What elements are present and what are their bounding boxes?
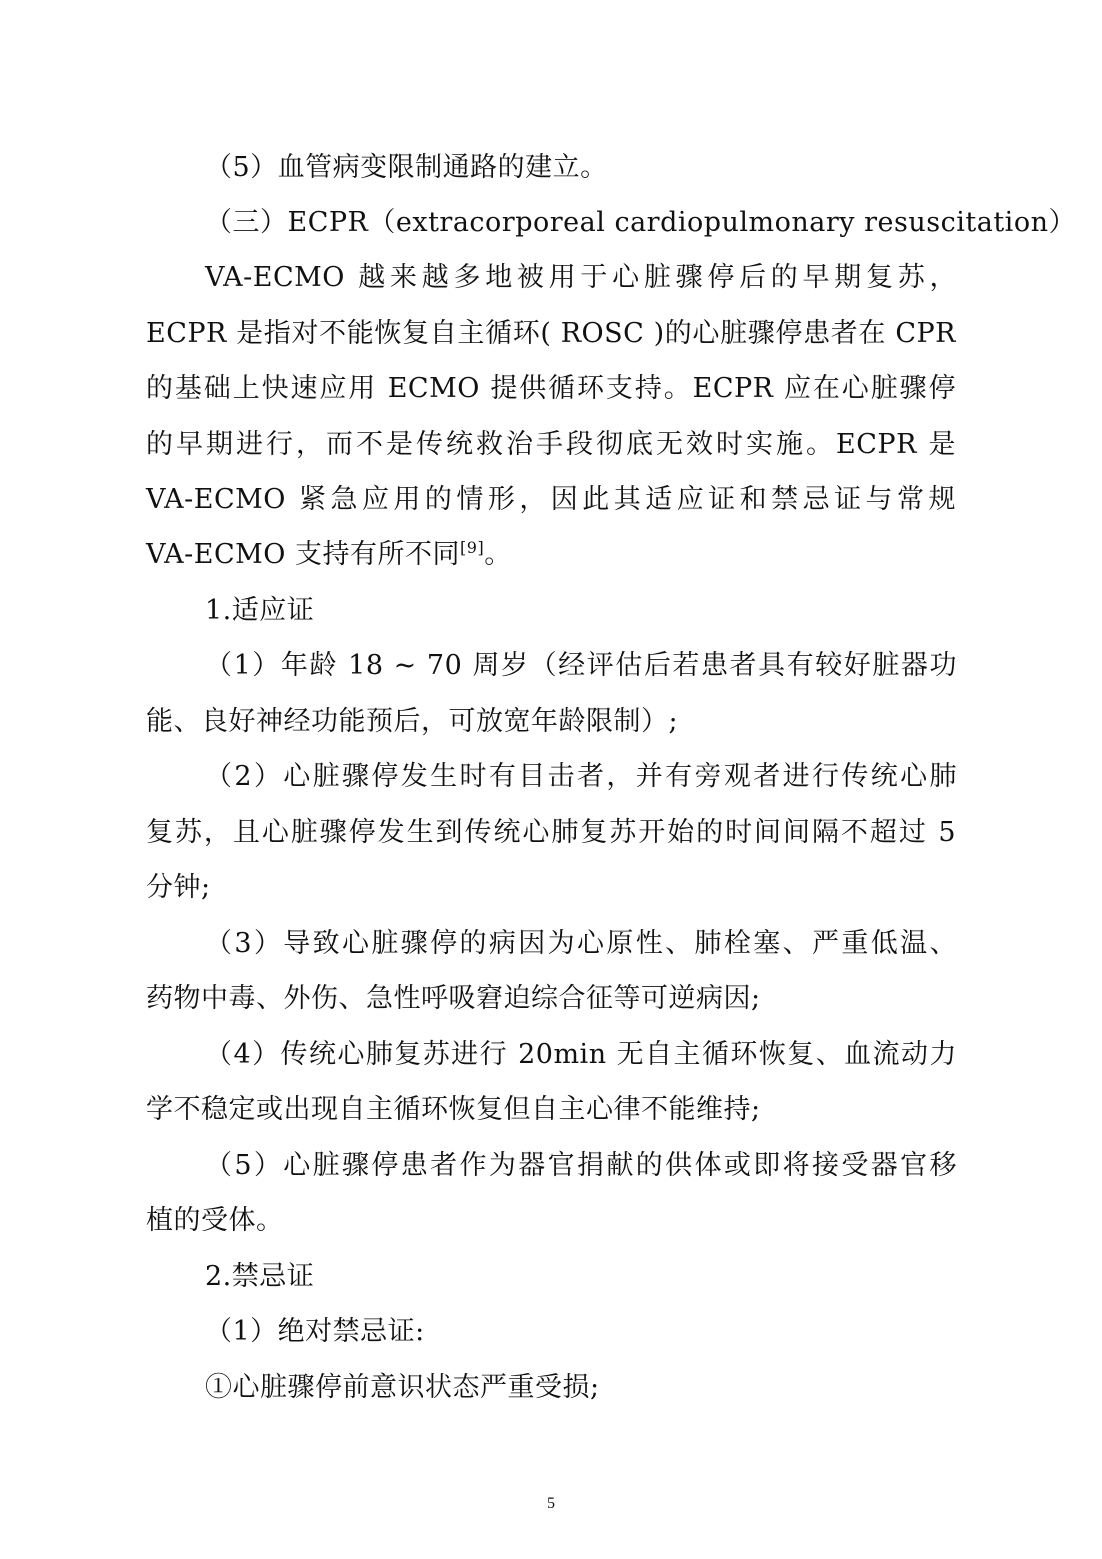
list-item: （5）心脏骤停患者作为器官捐献的供体或即将接受器官移	[205, 1150, 957, 1181]
list-item: （1）绝对禁忌证:	[205, 1316, 425, 1347]
subsection-heading: 1.适应证	[205, 595, 315, 626]
paragraph-line: ECPR 是指对不能恢复自主循环( ROSC )的心脏骤停患者在 CPR	[146, 318, 956, 349]
list-item: （4）传统心肺复苏进行 20min 无自主循环恢复、血流动力	[205, 1039, 957, 1070]
page-number: 5	[547, 1495, 555, 1512]
paragraph-line: VA-ECMO 紧急应用的情形，因此其适应证和禁忌证与常规	[146, 484, 956, 515]
citation-superscript: [9]	[460, 538, 485, 557]
list-item-continuation: 复苏，且心脏骤停发生到传统心肺复苏开始的时间间隔不超过 5	[146, 817, 956, 848]
list-item: （3）导致心脏骤停的病因为心原性、肺栓塞、严重低温、	[205, 928, 957, 959]
paragraph-end-punctuation: 。	[484, 539, 512, 570]
subsection-heading: 2.禁忌证	[205, 1261, 315, 1292]
list-item-continuation: 药物中毒、外伤、急性呼吸窘迫综合征等可逆病因;	[146, 983, 761, 1014]
list-item: （1）年龄 18 ~ 70 周岁（经评估后若患者具有较好脏器功	[205, 650, 957, 681]
list-item: （5）血管病变限制通路的建立。	[205, 152, 608, 183]
list-item-continuation: 学不稳定或出现自主循环恢复但自主心律不能维持;	[146, 1094, 761, 1125]
list-item: ①心脏骤停前意识状态严重受损;	[205, 1372, 600, 1403]
paragraph-line	[146, 535, 512, 575]
paragraph-line: 的早期进行，而不是传统救治手段彻底无效时实施。ECPR 是	[146, 429, 956, 460]
list-item-continuation: 植的受体。	[146, 1205, 284, 1236]
list-item: （2）心脏骤停发生时有目击者，并有旁观者进行传统心肺	[205, 761, 957, 792]
paragraph-text: VA-ECMO 支持有所不同	[146, 539, 461, 570]
paragraph-line: VA-ECMO 越来越多地被用于心脏骤停后的早期复苏，	[205, 262, 957, 293]
section-heading: （三）ECPR（extracorporeal cardiopulmonary resuscitation）	[205, 207, 1076, 238]
list-item-continuation: 能、良好神经功能预后，可放宽年龄限制）;	[146, 706, 679, 737]
paragraph-line: 的基础上快速应用 ECMO 提供循环支持。ECPR 应在心脏骤停	[146, 373, 956, 404]
list-item-continuation: 分钟;	[146, 872, 211, 903]
